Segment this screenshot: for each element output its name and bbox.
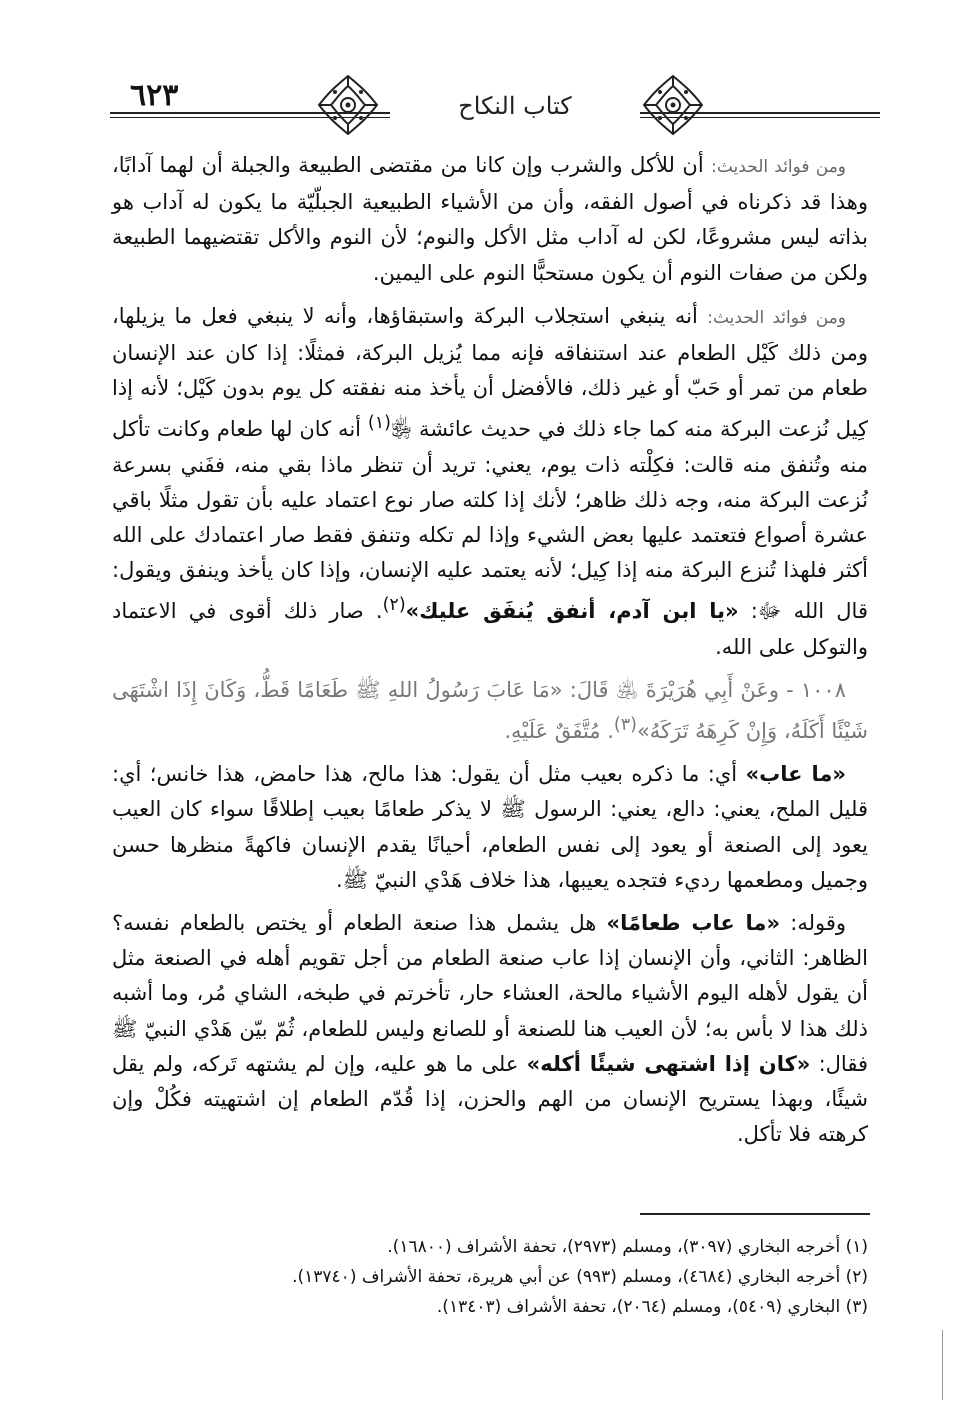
footnote-2: (٢) أخرجه البخاري (٤٦٨٤)، ومسلم (٩٩٣) عن أبي هريرة، تحفة الأشراف (١٣٧٤٠).: [292, 1267, 868, 1287]
quoted-term: «ما عاب طعامًا»: [606, 911, 781, 936]
paragraph-benefits-1: [112, 148, 868, 291]
hadith-text: ١٠٠٨ - وعَنْ أَبِي هُرَيْرَةَ ﵁ قَالَ: «مَا عَابَ رَسُولُ اللهِ ﷺ طَعَامًا قَطُّ، وَكَانَ إِذَا اشْتَهَى شَيْئًا أَكَلَهُ، وَإِنْ كَرِهَهُ تَرَكَهُ»: [112, 677, 868, 744]
footnote-1: (١) أخرجه البخاري (٣٠٩٧)، ومسلم (٢٩٧٣)، تحفة الأشراف (١٦٨٠٠).: [387, 1237, 868, 1257]
ornament-left-icon: [315, 72, 381, 138]
page-header: [110, 72, 880, 142]
paragraph-lead: ومن فوائد الحديث:: [707, 307, 846, 328]
footnote-ref-1: (١): [367, 413, 391, 434]
page-number: ٦٢٣: [130, 78, 179, 113]
paragraph-text: أي: ما ذكره بعيب مثل أن يقول: هذا مالح، هذا حامض، هذا خانس؛ أي: قليل الملح، يعني: دالع، يعني: الرسول ﷺ لا يذكر طعامًا بعيب إطلاقًا سواء كان العيب يعود إلى الصنعة أو يعود إلى نفس الطعام، أحيانًا يقدم الإنسان فاكهةً منظرها حسن وجميل ومطعمها رديء فتجده يعيبها، هذا خلاف هَدْي النبيّ ﷺ.: [112, 762, 868, 892]
paragraph-text: . صار ذلك أقوى في الاعتماد والتوكل على الله.: [112, 599, 868, 659]
paragraph-benefits-2: [112, 299, 868, 665]
footnotes-divider: [640, 1213, 870, 1215]
hadith-quote: «يا ابن آدم، أنفق يُنفَق عليك»: [405, 599, 739, 624]
paragraph-text: على ما هو عليه، وإن لم يشتهه تَركه، ولم يقل شيئًا، وبهذا يستريح الإنسان من الهم والحزن، إذا قُدّم الطعام إن اشتهيته فكُلْ وإن كرهته فلا تأكل.: [112, 1051, 868, 1147]
paragraph-text: أن للأكل والشرب وإن كانا من مقتضى الطبيعة والجبلة أن لهما آدابًا، وهذا قد ذكرناه في أصول الفقه، وأن من الأشياء الطبيعية الجبلّيّة ما يكون له آداب هو بذاته ليس مشروعًا، لكن له آداب مثل الأكل والنوم؛ لأن النوم والأكل تقتضيهما الطبيعة ولكن من صفات النوم أن يكون مستحبًّا النوم على اليمين.: [112, 153, 868, 285]
quoted-term: «كان إذا اشتهى شيئًا أكله»: [526, 1051, 811, 1076]
paragraph-lead: ومن فوائد الحديث:: [711, 157, 847, 177]
book-title: كتاب النكاح: [390, 92, 640, 120]
main-text: [112, 148, 868, 1160]
footnote-3: (٣) البخاري (٥٤٠٩)، ومسلم (٢٠٦٤)، تحفة الأشراف (١٣٤٠٣).: [436, 1297, 868, 1317]
paragraph-text: وقوله:: [780, 911, 846, 936]
footnotes: [112, 1232, 868, 1322]
paragraph-text: هل يشمل هذا صنعة الطعام أو يختص بالطعام نفسه؟ الظاهر: الثاني، وأن الإنسان إذا عاب صنعة الطعام من أجل تقويم أهله في الصنعة مثل أن يقول لأهله اليوم الأشياء مالحة، العشاء حار، تأخرتم في طبخه، الشاي مُر، وما أشبه ذلك هذا لا بأس به؛ لأن العيب هنا للصنعة أو للصانع وليس للطعام، ثُمّ بيّن هَدْي النبيّ ﷺ فقال:: [112, 911, 868, 1076]
paragraph-explanation-2: [112, 906, 868, 1152]
footnote-ref-2: (٢): [382, 595, 406, 616]
paragraph-text: أنه ينبغي استجلاب البركة واستبقاؤها، وأنه لا ينبغي فعل ما يزيلها، ومن ذلك كَيْل الطعام عند استنفاقه فإنه مما يُزيل البركة، فمثلًا: إذا كان عند الإنسان طعام من تمر أو حَبّ أو غير ذلك، فالأفضل أن يأخذ منه نفقته كل يوم بدون كَيْل؛ لأنه إذا كِيل نُزعت البركة منه كما جاء ذلك في حديث عائشة ﵂: [112, 303, 868, 442]
scan-edge-line: [942, 1330, 943, 1400]
quoted-term: «ما عاب»: [745, 762, 846, 787]
ornament-right-icon: [640, 72, 706, 138]
footnote-ref-3: (٣): [613, 715, 637, 736]
paragraph-explanation-1: [112, 757, 868, 898]
hadith-tail: . مُتَّفَقٌ عَلَيْهِ.: [504, 719, 614, 744]
hadith-1008: [112, 673, 868, 749]
paragraph-text: أنه كان لها طعام وكانت تأكل منه وتُنفق منه قالت: فكِلْته ذات يوم، يعني: تريد أن تنظر ماذا بقي منه، ففَني بسرعة نُزعت البركة منه، وجه ذلك ظاهر؛ لأنك إذا كلته صار نوع اعتماد عليه بأن تقول مثلًا باقي عشرة أصواع فتعتمد عليها بعض الشيء وإذا لم تكله وتنفق فقط صار اعتمادك على الله أكثر فلهذا تُنزع البركة منه إذا كِيل؛ لأنه يعتمد عليه الإنسان، وإذا كان يأخذ وينفق ويقول: قال الله ﷻ:: [112, 417, 868, 624]
